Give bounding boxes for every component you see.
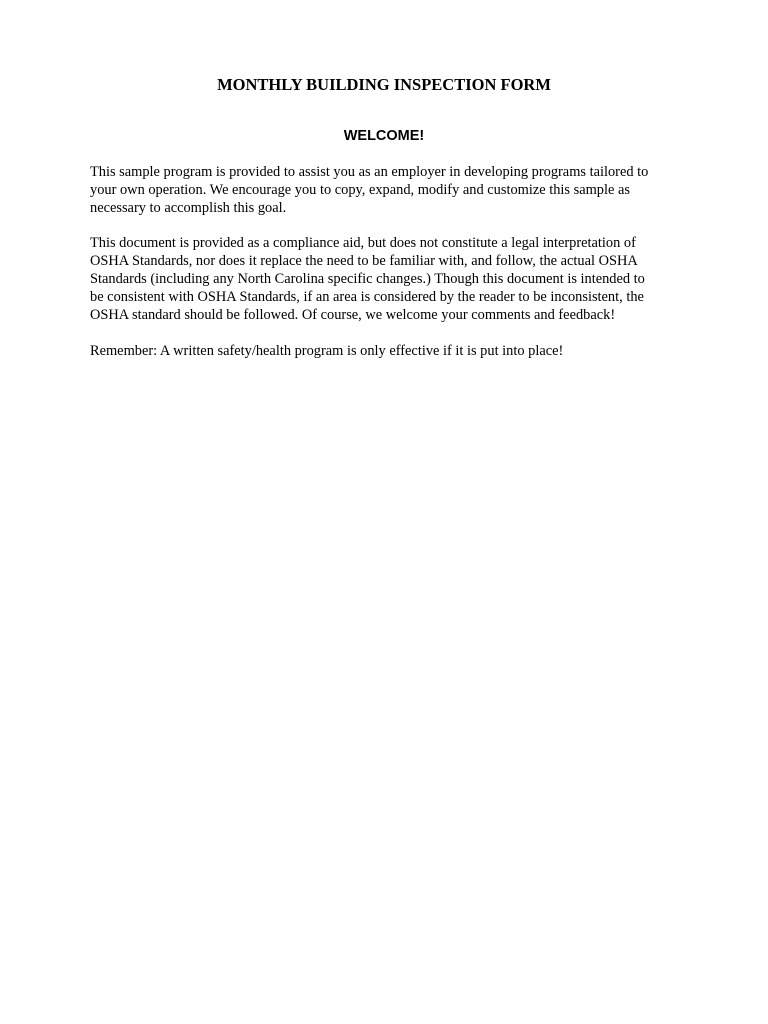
paragraph-line: necessary to accomplish this goal.	[90, 200, 287, 216]
paragraph-line: be consistent with OSHA Standards, if an area is considered by the reader to be inconsistent, the	[90, 289, 644, 305]
paragraph-line: Standards (including any North Carolina specific changes.) Though this document is intended to	[90, 271, 645, 287]
paragraph-line: OSHA standard should be followed. Of course, we welcome your comments and feedback!	[90, 307, 616, 323]
paragraph-line: This sample program is provided to assist you as an employer in developing programs tailored to	[90, 164, 649, 180]
document-title: MONTHLY BUILDING INSPECTION FORM	[217, 75, 551, 94]
paragraph-line: This document is provided as a compliance aid, but does not constitute a legal interpretation of	[90, 235, 636, 251]
reminder-paragraph	[90, 342, 690, 360]
intro-paragraph	[90, 163, 690, 217]
paragraph-line: Remember: A written safety/health program is only effective if it is put into place!	[90, 343, 564, 359]
paragraph-line: your own operation. We encourage you to copy, expand, modify and customize this sample as	[90, 182, 630, 198]
welcome-heading: WELCOME!	[343, 128, 425, 144]
paragraph-line: OSHA Standards, nor does it replace the need to be familiar with, and follow, the actual OSHA	[90, 253, 638, 269]
disclaimer-paragraph	[90, 234, 690, 324]
